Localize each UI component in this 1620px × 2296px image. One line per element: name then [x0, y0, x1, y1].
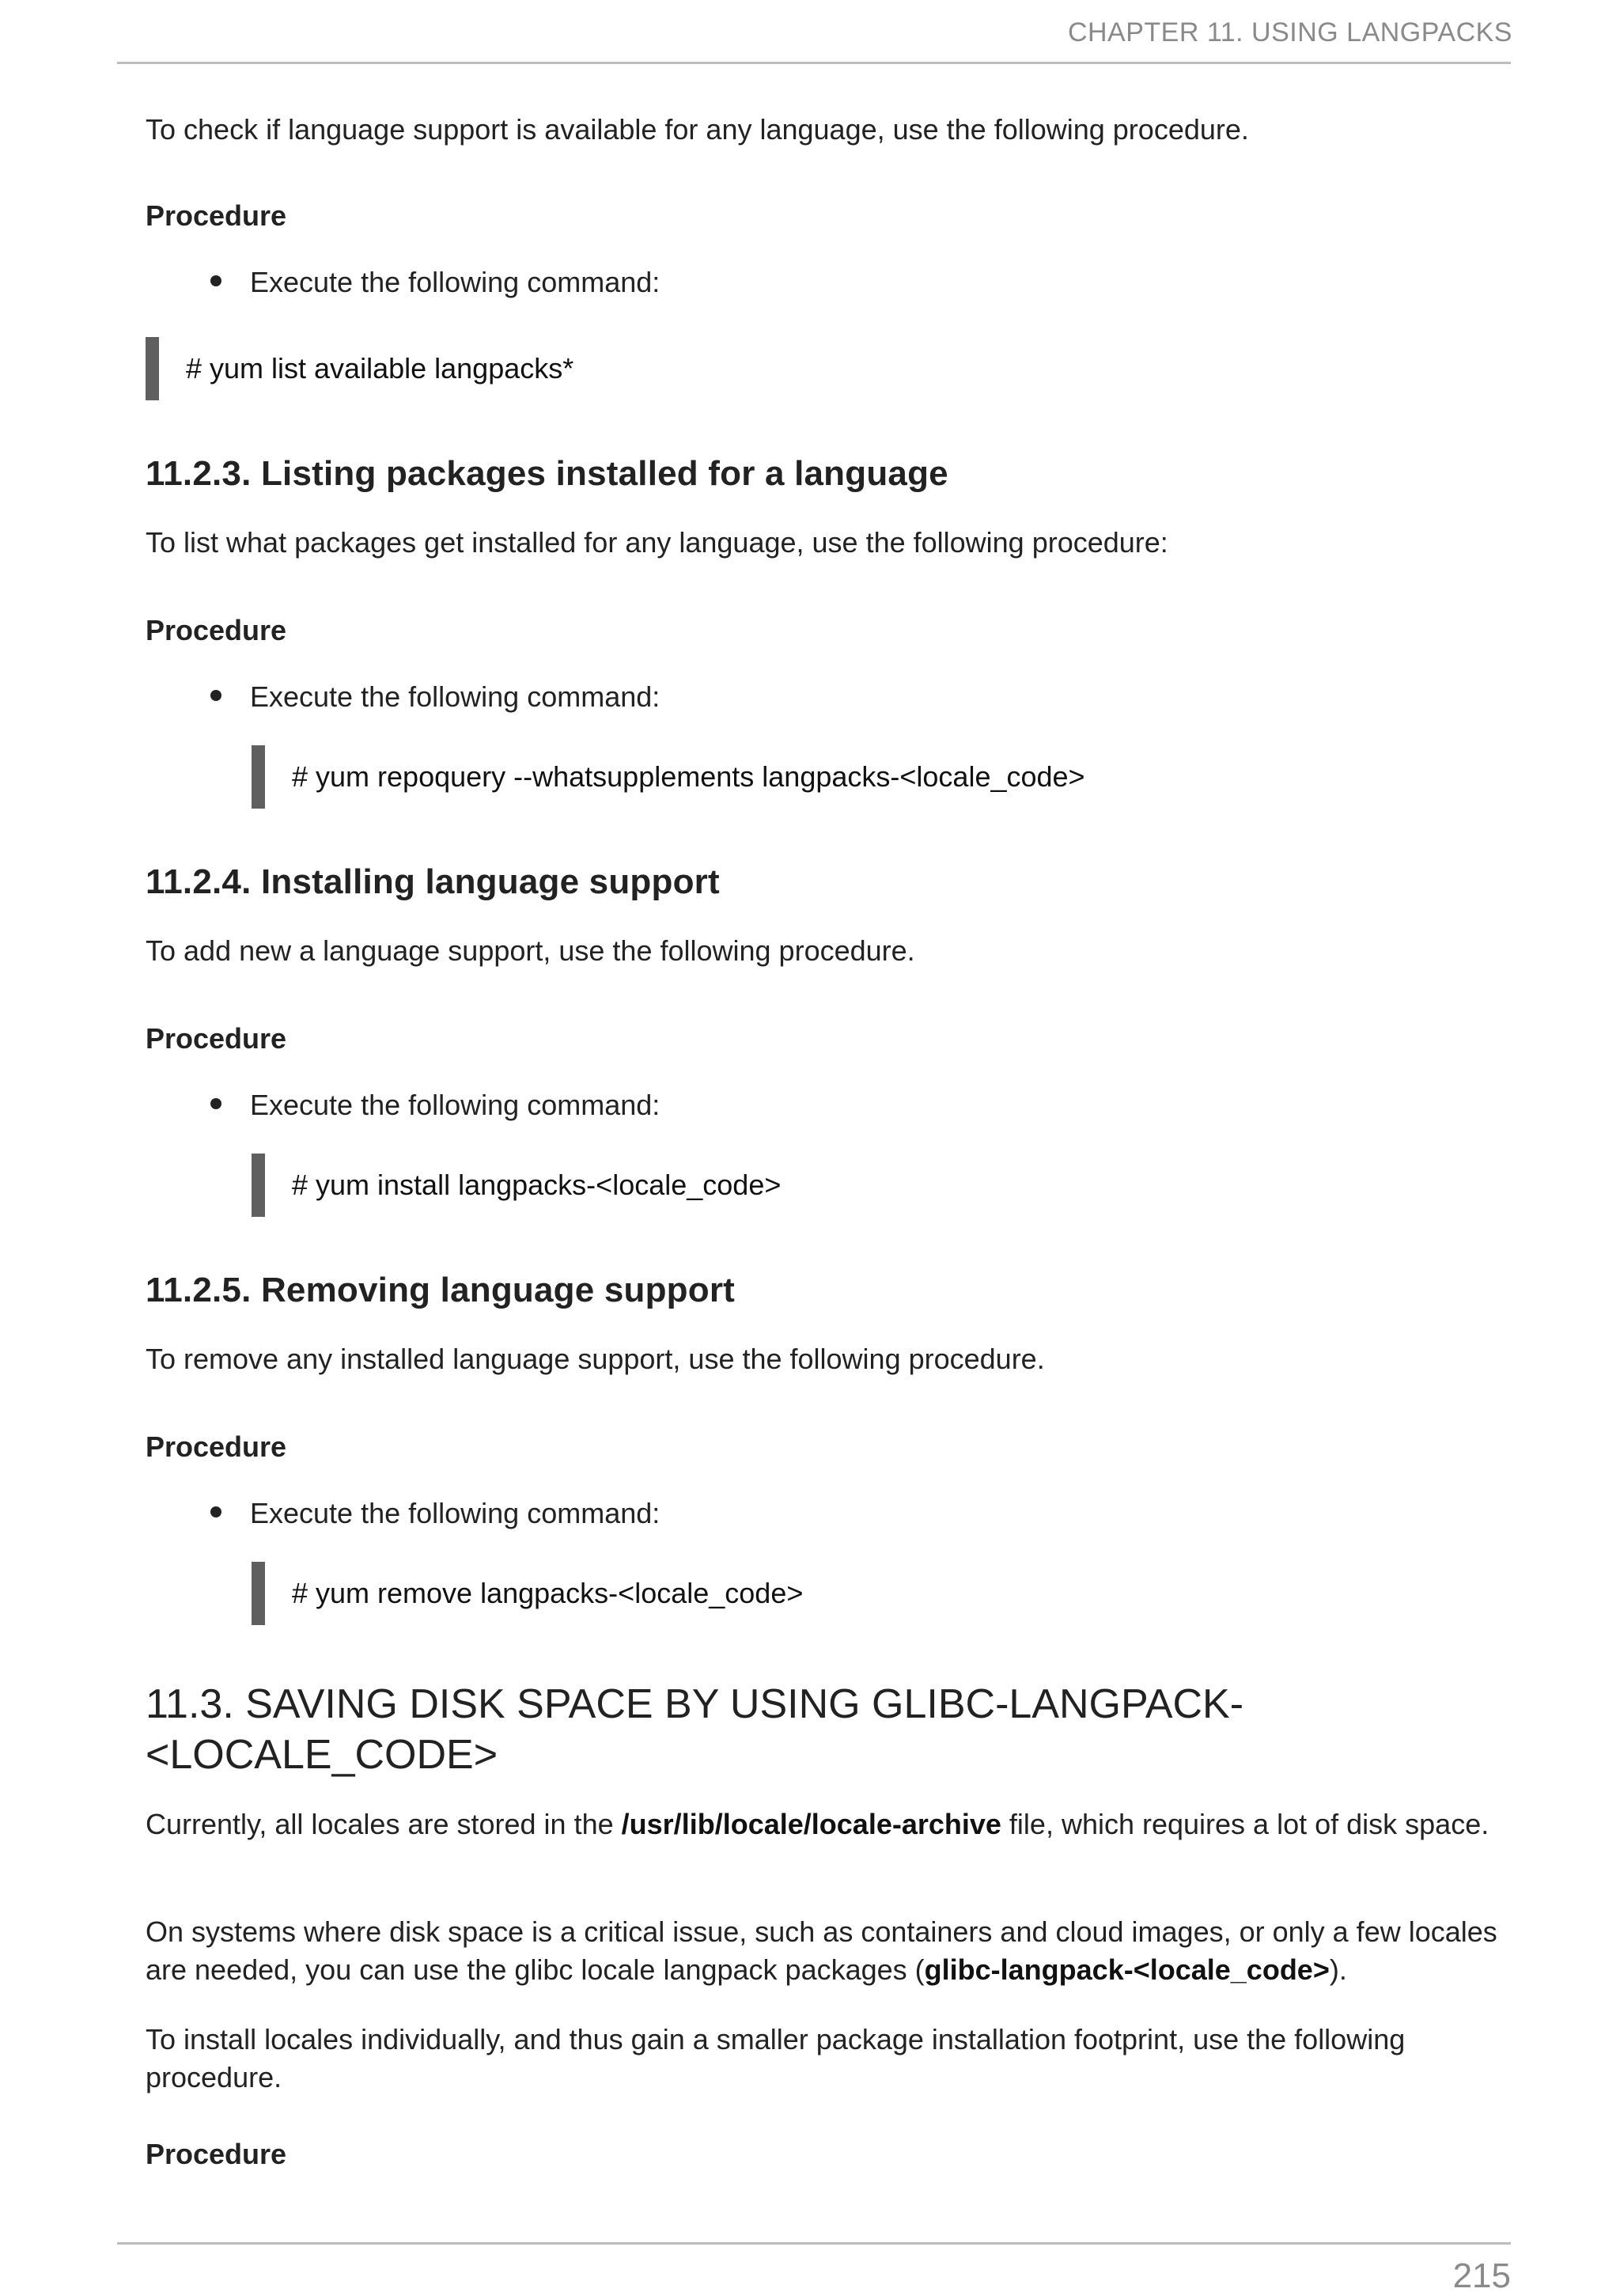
code-block[interactable]: [252, 745, 1085, 809]
path-separator: /: [673, 1808, 682, 1840]
inline-code: glibc-langpack-<locale_code>: [924, 1953, 1330, 1986]
paragraph-text: Currently, all locales are stored in the: [146, 1808, 622, 1840]
intro-paragraph: To check if language support is available for any language, use the following procedure.: [146, 113, 1249, 146]
procedure-heading: Procedure: [146, 614, 287, 646]
list-item: [210, 680, 660, 714]
code-text: # yum repoquery --whatsupplements langpacks-<locale_code>: [292, 760, 1085, 793]
paragraph-text: On systems where disk space is a critical issue, such as containers and cloud images, or only a few locales are needed, you can use the glibc locale langpack packages (: [146, 1915, 1497, 1986]
section-paragraph: [146, 1805, 1506, 1843]
bullet-icon: [210, 690, 221, 701]
running-header: CHAPTER 11. USING LANGPACKS: [1067, 17, 1512, 47]
bullet-icon: [210, 275, 221, 286]
list-item: [210, 266, 660, 299]
code-text: # yum remove langpacks-<locale_code>: [292, 1577, 804, 1609]
bullet-icon: [210, 1098, 221, 1109]
code-block[interactable]: [252, 1154, 781, 1217]
list-item: [210, 1497, 660, 1530]
section-heading: 11.2.5. Removing language support: [146, 1271, 735, 1309]
bullet-icon: [210, 1506, 221, 1517]
paragraph-text: file, which requires a lot of disk space.: [1001, 1808, 1489, 1840]
code-block[interactable]: [252, 1562, 803, 1625]
step-text: Execute the following command:: [250, 1089, 660, 1121]
path-segment: locale: [722, 1808, 804, 1840]
section-heading: 11.2.4. Installing language support: [146, 862, 720, 901]
heading-line: <LOCALE_CODE>: [146, 1732, 498, 1778]
procedure-heading: Procedure: [146, 2138, 287, 2170]
header-rule: [117, 62, 1511, 64]
path-separator: /: [803, 1808, 812, 1840]
path-separator: /: [621, 1808, 630, 1840]
path-segment: lib: [681, 1808, 715, 1840]
step-text: Execute the following command:: [250, 266, 660, 298]
chapter-section-heading: [146, 1679, 1506, 1780]
code-text: # yum list available langpacks*: [186, 352, 574, 385]
path-segment: locale-archive: [811, 1808, 1001, 1840]
page-number: 215: [1452, 2256, 1511, 2295]
procedure-heading: Procedure: [146, 199, 287, 232]
procedure-heading: Procedure: [146, 1430, 287, 1463]
heading-line: 11.3. SAVING DISK SPACE BY USING GLIBC-LANGPACK-: [146, 1681, 1244, 1727]
code-block[interactable]: [146, 337, 573, 400]
list-item: [210, 1089, 660, 1122]
section-paragraph: [146, 1913, 1506, 1989]
step-text: Execute the following command:: [250, 680, 660, 713]
path-segment: usr: [629, 1808, 674, 1840]
section-paragraph: To list what packages get installed for any language, use the following procedure:: [146, 526, 1168, 559]
paragraph-text: ).: [1329, 1953, 1347, 1986]
footer-rule: [117, 2242, 1511, 2245]
path-separator: /: [714, 1808, 723, 1840]
procedure-heading: Procedure: [146, 1022, 287, 1055]
step-text: Execute the following command:: [250, 1497, 660, 1529]
code-text: # yum install langpacks-<locale_code>: [292, 1169, 782, 1201]
section-heading: 11.2.3. Listing packages installed for a language: [146, 454, 948, 493]
section-paragraph: To install locales individually, and thus gain a smaller package installation footprint, use the following procedure.: [146, 2023, 1406, 2093]
section-paragraph: To add new a language support, use the following procedure.: [146, 934, 915, 967]
section-paragraph: To remove any installed language support, use the following procedure.: [146, 1343, 1045, 1375]
